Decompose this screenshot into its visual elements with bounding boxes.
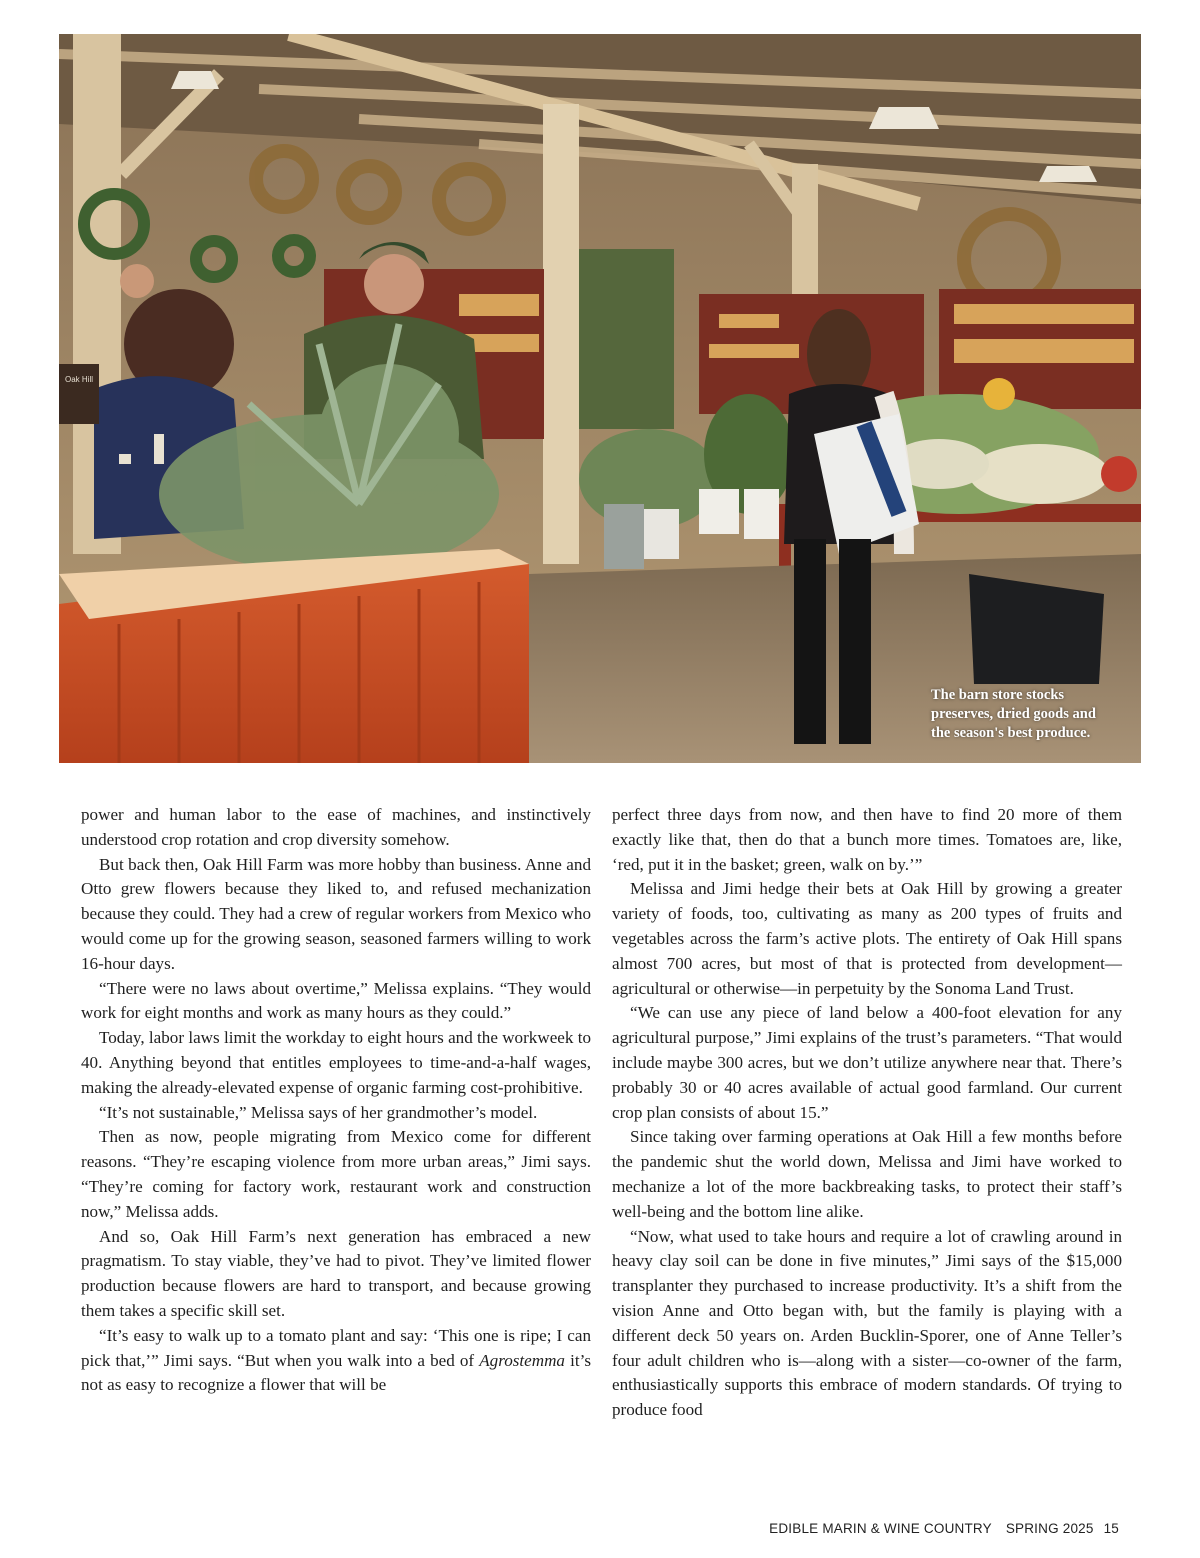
barn-store-photo [59,34,1141,763]
page-number: 15 [1103,1521,1119,1536]
paragraph: “Now, what used to take hours and require a lot of crawling around in heavy clay soil can be done in five minutes,” Jimi says of the $15,000 transplanter they purchased to increase productivity. It’s a shift from the vision Anne and Otto began with, but the family is playing with a different deck 50 years on. Arden Bucklin-Sporer, one of Anne Teller’s four adult children who is—along with a sister—co-owner of the farm, enthusiastically supports this embrace of modern standards. Of trying to produce food [612,1226,1122,1420]
paragraph: “There were no laws about overtime,” Melissa explains. “They would work for eight months and work as many hours as they could.” [81,978,591,1023]
paragraph: perfect three days from now, and then have to find 20 more of them exactly like that, then do that a bunch more times. Tomatoes are, like, ‘red, put it in the basket; green, walk on by.’” [612,805,1122,874]
page-footer [769,1521,1119,1536]
paragraph: power and human labor to the ease of machines, and instinctively understood crop rotation and crop diversity somehow. [81,805,591,849]
paragraph: “It’s not sustainable,” Melissa says of her grandmother’s model. [99,1102,538,1122]
paragraph: “We can use any piece of land below a 400-foot elevation for any agricultural purpose,” Jimi explains of the trust’s parameters. “That would include maybe 300 acres, but we don’t utilize anywhere near that. There’s probably 30 or 40 acres available of actual good farmland. Our current crop plan consists of about 15.” [612,1003,1122,1122]
paragraph: And so, Oak Hill Farm’s next generation has embraced a new pragmatism. To stay viable, they’ve had to pivot. They’ve limited flower production because flowers are hard to transport, and because growing them takes a specific skill set. [81,1226,591,1320]
paragraph: Since taking over farming operations at Oak Hill a few months before the pandemic shut the world down, Melissa and Jimi have worked to mechanize a lot of the more backbreaking tasks, to protect their staff’s well-being and the bottom line alike. [612,1127,1122,1221]
article-left-column [81,803,591,1398]
paragraph: Then as now, people migrating from Mexico come for different reasons. “They’re escaping violence from more urban areas,” Jimi says. “They’re coming for factory work, restaurant work and construction now,” Melissa adds. [81,1127,591,1221]
photo-illustration [59,34,1141,763]
oak-hill-sign: Oak Hill [65,375,94,384]
paragraph [81,1324,591,1398]
photo-caption: The barn store stocks preserves, dried goods and the season's best produce. [931,687,1096,741]
paragraph: But back then, Oak Hill Farm was more hobby than business. Anne and Otto grew flowers because they liked to, and refused mechanization because they could. They had a crew of regular workers from Mexico who would come up for the growing season, seasoned farmers willing to work 16-hour days. [81,854,591,973]
paragraph: Today, labor laws limit the workday to eight hours and the workweek to 40. Anything beyond that entitles employees to time-and-a-half wages, making the already-elevated expense of organic farming cost-prohibitive. [81,1028,591,1097]
italic-plant-name: Agrostemma [479,1350,565,1370]
paragraph-text: it’s not as easy to recognize a flower that will be [81,1350,591,1395]
article-right-column [612,803,1122,1423]
paragraph-text: “It’s easy to walk up to a tomato plant and say: ‘This one is ripe; I can pick that,’” Jimi says. “But when you walk into a bed of [81,1325,591,1370]
publication-name: EDIBLE MARIN & WINE COUNTRY [769,1521,992,1536]
issue-season: SPRING 2025 [1005,1521,1094,1536]
paragraph: Melissa and Jimi hedge their bets at Oak Hill by growing a greater variety of foods, too, cultivating as many as 200 types of fruits and vegetables across the farm’s active plots. The entirety of Oak Hill spans almost 700 acres, but most of that is protected from development—agricultural or otherwise—in perpetuity by the Sonoma Land Trust. [612,879,1122,998]
